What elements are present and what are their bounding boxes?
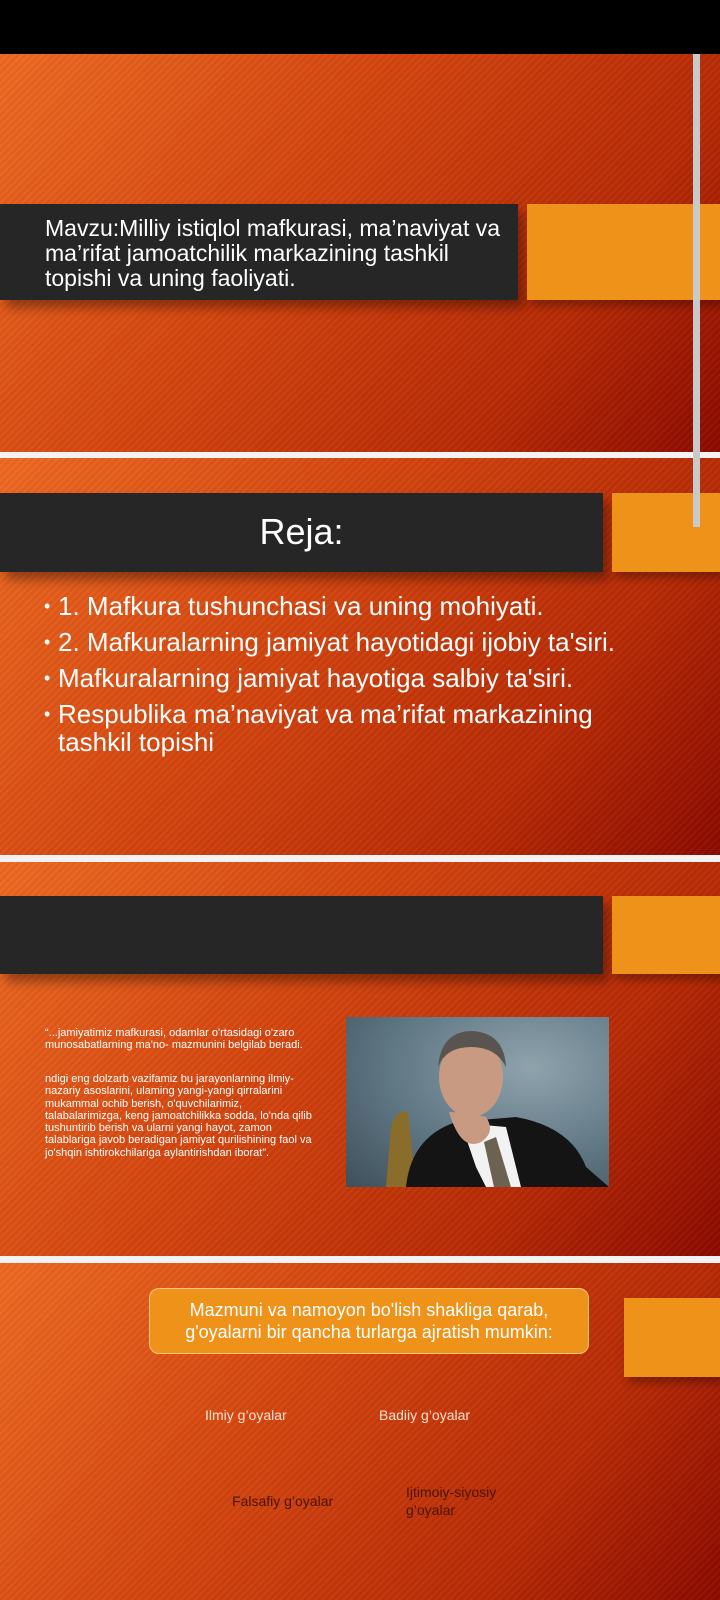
slide-title: Mavzu:Milliy istiqlol mafkurasi, ma’naviyat va ma’rifat jamoatchilik markazining tashkil topishi va uning faoliyati. bbox=[45, 215, 501, 291]
idea-type-philosophical: Falsafiy g’oyalar bbox=[232, 1493, 334, 1509]
accent-block bbox=[527, 204, 720, 300]
status-bar bbox=[0, 0, 720, 54]
bullet-icon: • bbox=[44, 632, 51, 652]
slide-2[interactable] bbox=[0, 458, 720, 855]
vertical-scrollbar[interactable] bbox=[693, 54, 700, 527]
bullet-icon: • bbox=[44, 668, 51, 688]
title-bar bbox=[0, 493, 603, 572]
agenda-item: • 2. Mafkuralarning jamiyat hayotidagi ijobiy ta'siri. bbox=[44, 627, 615, 657]
slide-1[interactable] bbox=[0, 54, 720, 452]
slide-title: Reja: bbox=[259, 511, 344, 552]
accent-block bbox=[612, 896, 720, 974]
title-bar bbox=[0, 896, 603, 974]
title-bar bbox=[0, 204, 518, 300]
quote-paragraph-2: ndigi eng dolzarb vazifamiz bu jarayonlarning ilmiy- nazariy asoslarini, ulaming yangi-yangi qirralarini mukammal ochib berish, o'quvchilarimiz, talabalarimizga, keng jamoatchilikka sodda, lo'nda qilib tushuntirib berish va ularni yangi hayot, zamon talablariga javob beradigan jamiyat qurilishining faol va jo'shqin ishtirokchilariga aylantirishdan iborat”. bbox=[45, 1073, 312, 1159]
quote-paragraph-1: “...jamiyatimiz mafkurasi, odamlar o'rtasidagi o'zaro munosabatlarning ma'no- mazmunini belgilab beradi. bbox=[45, 1027, 303, 1052]
idea-type-artistic: Badiiy g’oyalar bbox=[379, 1407, 471, 1423]
agenda-list bbox=[42, 592, 622, 764]
portrait-photo bbox=[346, 1017, 609, 1187]
agenda-item: • 1. Mafkura tushunchasi va uning mohiyati. bbox=[44, 591, 544, 621]
idea-type-socio-political: Ijtimoiy-siyosiy g’oyalar bbox=[406, 1484, 497, 1518]
accent-block bbox=[624, 1298, 720, 1377]
bullet-icon: • bbox=[44, 596, 51, 616]
slide-3[interactable] bbox=[0, 862, 720, 1256]
agenda-item: • Respublika ma’naviyat va ma’rifat markazining tashkil topishi bbox=[44, 699, 593, 757]
agenda-item: • Mafkuralarning jamiyat hayotiga salbiy ta'siri. bbox=[44, 663, 574, 693]
bullet-icon: • bbox=[44, 704, 51, 724]
idea-type-scientific: Ilmiy g’oyalar bbox=[205, 1407, 287, 1423]
portrait-image-icon bbox=[346, 1017, 609, 1187]
accent-block bbox=[612, 493, 720, 572]
callout-box: Mazmuni va namoyon bo'lish shakliga qarab, g'oyalarni bir qancha turlarga ajratish mumkin: bbox=[149, 1288, 589, 1354]
slide-4[interactable] bbox=[0, 1263, 720, 1600]
